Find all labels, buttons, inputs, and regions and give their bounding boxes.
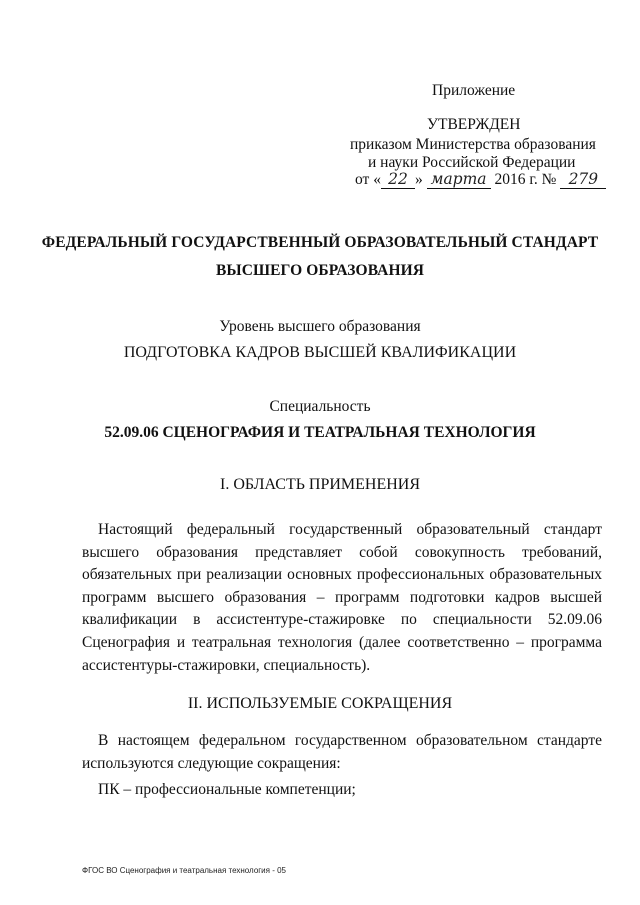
section-2-heading: II. ИСПОЛЬЗУЕМЫЕ СОКРАЩЕНИЯ bbox=[187, 695, 453, 712]
order-date-line bbox=[355, 171, 606, 189]
specialty-value: 52.09.06 СЦЕНОГРАФИЯ И ТЕАТРАЛЬНАЯ ТЕХНОЛОГИЯ bbox=[104, 424, 536, 441]
section-1-heading: I. ОБЛАСТЬ ПРИМЕНЕНИЯ bbox=[219, 476, 421, 493]
order-line-2: и науки Российской Федерации bbox=[368, 154, 576, 171]
date-year: 2016 г. № bbox=[494, 171, 557, 188]
document-title-line-1: ФЕДЕРАЛЬНЫЙ ГОСУДАРСТВЕННЫЙ ОБРАЗОВАТЕЛЬНЫЙ СТАНДАРТ bbox=[41, 234, 599, 251]
section-1-paragraph: Настоящий федеральный государственный образовательный стандарт высшего образования представляет собой совокупность требований, обязательных при реализации основных профессиональных образовательных программ высшего образования – программ подготовки кадров высшей квалификации в ассистентуре-стажировке по специальности 52.09.06 Сценография и театральная технология (далее соответственно – программа ассистентуры-стажировки, специальность). bbox=[82, 521, 602, 674]
date-prefix: от « bbox=[355, 171, 381, 188]
abbreviation-item: ПК – профессиональные компетенции; bbox=[98, 781, 356, 798]
date-mid: » bbox=[414, 171, 423, 188]
appendix-label: Приложение bbox=[432, 82, 516, 99]
handwritten-day: 22 bbox=[381, 172, 415, 189]
specialty-label: Специальность bbox=[269, 398, 371, 415]
approved-label: УТВЕРЖДЕН bbox=[427, 116, 521, 133]
order-line-1: приказом Министерства образования bbox=[350, 136, 596, 153]
page-footer: ФГОС ВО Сценография и театральная технология - 05 bbox=[82, 866, 286, 875]
education-level-label: Уровень высшего образования bbox=[219, 318, 421, 335]
section-2-paragraph: В настоящем федеральном государственном образовательном стандарте используются следующие сокращения: bbox=[82, 732, 602, 772]
handwritten-month: марта bbox=[427, 172, 491, 189]
handwritten-order-number: 279 bbox=[560, 172, 606, 189]
document-title-line-2: ВЫСШЕГО ОБРАЗОВАНИЯ bbox=[215, 262, 425, 279]
education-level-value: ПОДГОТОВКА КАДРОВ ВЫСШЕЙ КВАЛИФИКАЦИИ bbox=[123, 344, 517, 361]
